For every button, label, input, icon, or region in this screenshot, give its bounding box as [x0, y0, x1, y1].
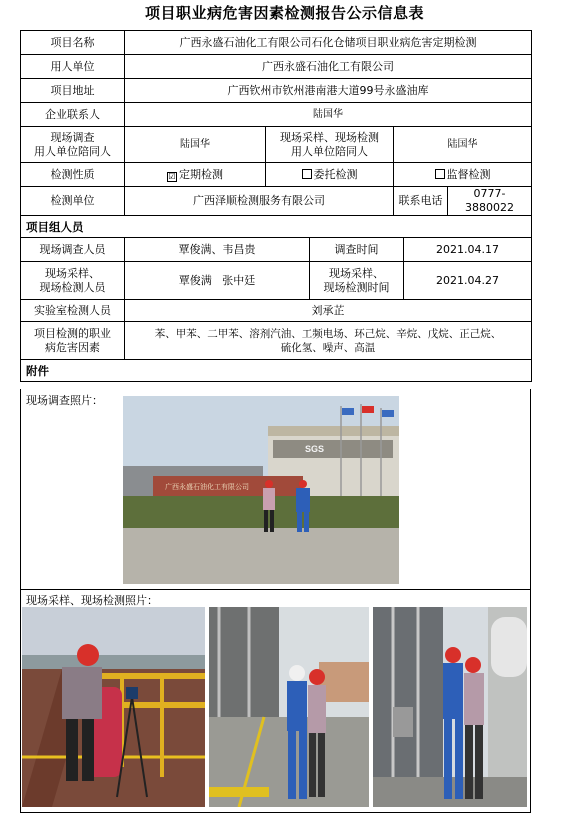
- label-survey-time: 调查时间: [310, 238, 404, 262]
- value-escort-survey: 陆国华: [125, 127, 266, 163]
- sampling-photo-label: 现场采样、现场检测照片：: [26, 594, 158, 607]
- value-lab-people: 刘承芷: [125, 300, 532, 322]
- label-hazards: [21, 322, 125, 360]
- label-agency: 检测单位: [21, 187, 125, 216]
- survey-photo-image: [123, 396, 399, 584]
- page-title: 项目职业病危害因素检测报告公示信息表: [144, 4, 424, 22]
- sampling-photo-1-image: [22, 607, 205, 807]
- row-contact: [21, 103, 532, 127]
- value-agency: 广西泽顺检测服务有限公司: [125, 187, 394, 216]
- label-escort-sampling-line1: 现场采样、现场检测: [280, 130, 379, 144]
- value-contact: 陆国华: [125, 103, 532, 127]
- value-address: 广西钦州市钦州港南港大道99号永盛油库: [125, 79, 532, 103]
- section-team: 项目组人员: [21, 216, 532, 238]
- label-hazards-line1: 项目检测的职业: [34, 326, 111, 340]
- sampling-photo-3: [373, 607, 527, 807]
- label-escort-survey-line2: 用人单位陪同人: [34, 144, 111, 158]
- checkbox-empty-icon: [435, 169, 445, 179]
- label-sampling-people: [21, 262, 125, 300]
- label-project-name: 项目名称: [21, 31, 125, 55]
- survey-photo-section: [20, 389, 531, 590]
- row-sampling-people: [21, 262, 532, 300]
- info-table: [20, 30, 532, 382]
- row-nature: [21, 163, 532, 187]
- label-sampling-time: [310, 262, 404, 300]
- value-hazards-line2: 硫化氢、噪声、高温: [280, 341, 376, 354]
- label-escort-sampling: [266, 127, 394, 163]
- label-sampling-time-line2: 现场检测时间: [323, 280, 390, 294]
- option-supervisory-label: 监督检测: [446, 167, 491, 181]
- row-team-header: [21, 216, 532, 238]
- label-sampling-people-line2: 现场检测人员: [39, 280, 106, 294]
- row-attachment-header: [21, 360, 532, 382]
- survey-photo-label: 现场调查照片：: [26, 394, 103, 407]
- option-commissioned: [266, 163, 394, 187]
- label-escort-survey-line1: 现场调查: [50, 130, 95, 144]
- checkbox-checked-icon: ☑: [168, 171, 176, 181]
- value-employer: 广西永盛石油化工有限公司: [125, 55, 532, 79]
- value-hazards-line1: 苯、甲苯、二甲苯、溶剂汽油、工频电场、环己烷、辛烷、戊烷、正己烷、: [154, 327, 502, 340]
- row-agency: [21, 187, 532, 216]
- row-escort: [21, 127, 532, 163]
- value-survey-people: 覃俊满、韦昌贵: [125, 238, 310, 262]
- sampling-photo-section: [20, 590, 531, 813]
- label-address: 项目地址: [21, 79, 125, 103]
- value-survey-time: 2021.04.17: [404, 238, 532, 262]
- sampling-photo-1: [22, 607, 205, 807]
- value-sampling-people: 覃俊满 张中廷: [125, 262, 310, 300]
- sampling-photo-3-image: [373, 607, 527, 807]
- value-project-name: 广西永盛石油化工有限公司石化仓储项目职业病危害定期检测: [125, 31, 532, 55]
- option-supervisory: [394, 163, 532, 187]
- sampling-photo-2: [209, 607, 369, 807]
- value-phone: 0777-3880022: [448, 187, 532, 216]
- row-hazards: [21, 322, 532, 360]
- row-project-name: [21, 31, 532, 55]
- survey-photo: [123, 396, 399, 584]
- label-sampling-people-line1: 现场采样、: [45, 266, 100, 280]
- label-employer: 用人单位: [21, 55, 125, 79]
- section-attachment: 附件: [21, 360, 532, 382]
- label-phone: 联系电话: [394, 187, 448, 216]
- row-address: [21, 79, 532, 103]
- label-survey-people: 现场调查人员: [21, 238, 125, 262]
- label-nature: 检测性质: [21, 163, 125, 187]
- label-sampling-time-line1: 现场采样、: [329, 266, 384, 280]
- label-hazards-line2: 病危害因素: [45, 340, 100, 354]
- label-escort-survey: [21, 127, 125, 163]
- label-contact: 企业联系人: [21, 103, 125, 127]
- option-periodic: [125, 163, 266, 187]
- row-employer: [21, 55, 532, 79]
- checkbox-empty-icon: [302, 169, 312, 179]
- option-periodic-label: 定期检测: [179, 167, 223, 181]
- value-escort-sampling: 陆国华: [394, 127, 532, 163]
- row-lab-people: [21, 300, 532, 322]
- value-sampling-time: 2021.04.27: [404, 262, 532, 300]
- sampling-photo-2-image: [209, 607, 369, 807]
- sgs-sign-text: SGS: [305, 444, 325, 454]
- label-escort-sampling-line2: 用人单位陪同人: [291, 144, 368, 158]
- option-commissioned-label: 委托检测: [313, 167, 358, 181]
- row-survey-people: [21, 238, 532, 262]
- company-sign-text: 广西永盛石油化工有限公司: [165, 483, 249, 491]
- value-hazards: [125, 322, 532, 360]
- label-lab-people: 实验室检测人员: [21, 300, 125, 322]
